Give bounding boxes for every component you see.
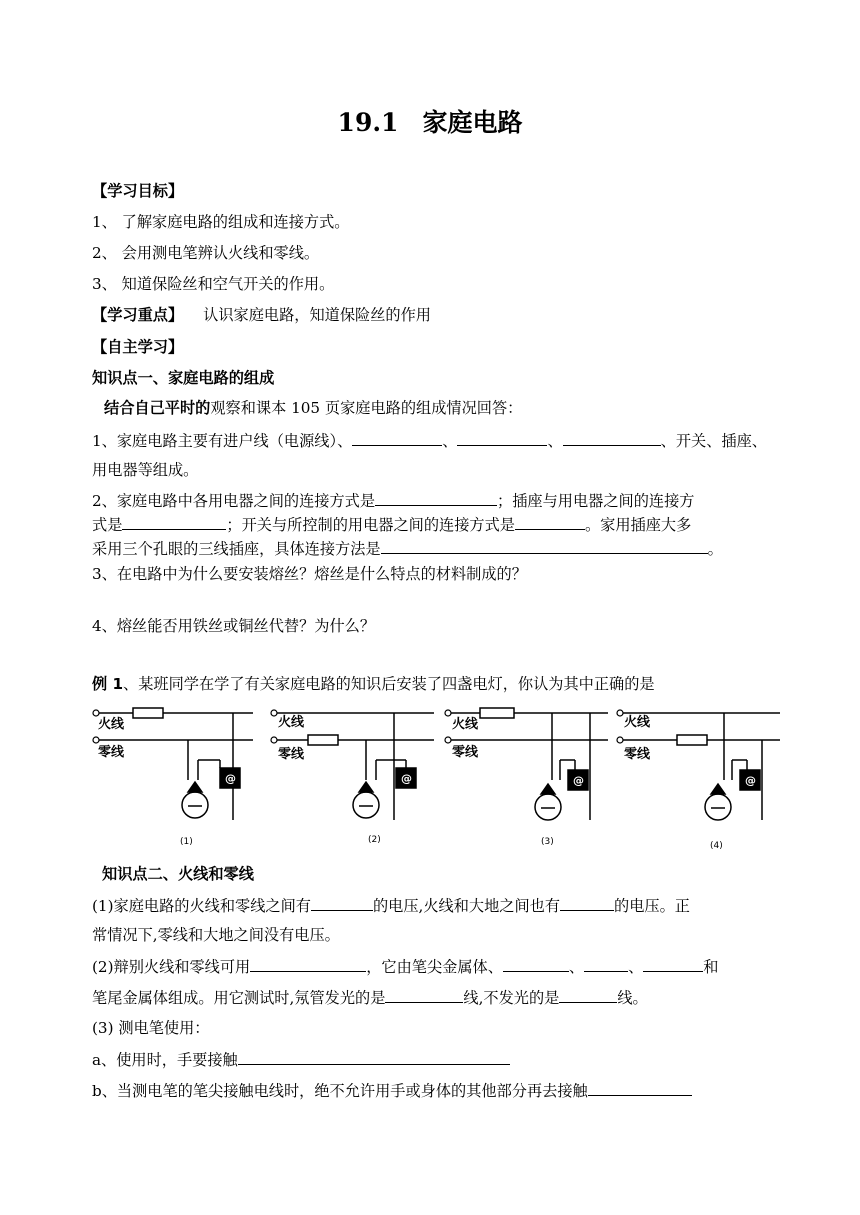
- page-title: [0, 103, 860, 139]
- kp2-p2-f: 线。: [617, 989, 648, 1007]
- q1-sep: 、: [442, 432, 458, 450]
- kp1-q1: [92, 430, 767, 451]
- kp2-p2-sep: 、: [568, 958, 585, 976]
- circuit-diagrams: [88, 700, 788, 852]
- q1-text: 1、家庭电路主要有进户线（电源线）、: [92, 432, 353, 450]
- focus-heading: 【学习重点】: [92, 306, 184, 324]
- kp2-p1-cont: 常情况下,零线和大地之间没有电压。: [92, 926, 340, 944]
- kp2-p1-c: 的电压。正: [614, 897, 690, 915]
- focus-text: 认识家庭电路，知道保险丝的作用: [203, 306, 431, 324]
- blank-kp2-8[interactable]: [559, 987, 617, 1003]
- kp1-intro-rest: 观察和课本 105 页家庭电路的组成情况回答：: [210, 399, 523, 417]
- kp2-p2-e: 线,不发光的是: [463, 989, 560, 1007]
- svg-text:@: @: [573, 774, 584, 787]
- neutral-label-2: 零线: [278, 747, 305, 762]
- kp2-p3: (3) 测电笔使用：: [92, 1019, 210, 1037]
- focus-line: [92, 305, 431, 325]
- blank-q2-3[interactable]: [515, 514, 585, 530]
- kp2-pb-text: b、当测电笔的笔尖接触电线时，绝不允许用手或身体的其他部分再去接触: [92, 1082, 588, 1100]
- kp2-p1: [92, 895, 690, 916]
- kp2-heading: 知识点二、火线和零线: [102, 865, 254, 883]
- kp2-p2-a: (2)辩别火线和零线可用: [92, 958, 251, 976]
- blank-kp2-3[interactable]: [250, 956, 366, 972]
- circuit-label-4: (4): [710, 841, 723, 851]
- q2-text-g: 。: [707, 540, 723, 558]
- kp2-p2: [92, 956, 718, 977]
- kp2-pa-text: a、使用时，手要接触: [92, 1051, 238, 1069]
- blank-kp2-1[interactable]: [311, 895, 373, 911]
- q2-text-f: 采用三个孔眼的三线插座，具体连接方法是: [92, 540, 381, 558]
- example-1: [92, 674, 655, 694]
- self-study-heading: 【自主学习】: [92, 338, 184, 356]
- svg-text:@: @: [745, 774, 756, 787]
- kp2-p2-d: 笔尾金属体组成。用它测试时,氖管发光的是: [92, 989, 386, 1007]
- objective-3: 3、 知道保险丝和空气开关的作用。: [92, 275, 335, 293]
- example-text: 、某班同学在学了有关家庭电路的知识后安装了四盏电灯，你认为其中正确的是: [123, 675, 655, 693]
- kp1-q4: 4、熔丝能否用铁丝或铜丝代替？为什么？: [92, 617, 376, 635]
- neutral-label-3: 零线: [452, 745, 479, 760]
- kp2-p2-sep: 、: [628, 958, 644, 976]
- kp2-p1-b: 的电压,火线和大地之间也有: [372, 897, 561, 915]
- kp1-q2: [92, 490, 694, 511]
- neutral-label-1: 零线: [98, 745, 125, 760]
- blank-kp2-2[interactable]: [560, 895, 614, 911]
- kp1-intro-bold: 结合自己平时的: [104, 399, 211, 417]
- kp2-pa: [92, 1049, 510, 1070]
- blank-kp2-6[interactable]: [643, 956, 703, 972]
- blank-q1-3[interactable]: [563, 430, 661, 446]
- kp2-p2-c: 和: [703, 958, 719, 976]
- blank-q1-1[interactable]: [352, 430, 442, 446]
- q2-text: 2、家庭电路中各用电器之间的连接方式是: [92, 492, 376, 510]
- blank-q1-2[interactable]: [457, 430, 547, 446]
- neutral-label-4: 零线: [624, 747, 651, 762]
- kp2-p2-cont: [92, 987, 648, 1008]
- blank-kp2-10[interactable]: [588, 1080, 692, 1096]
- svg-text:@: @: [401, 772, 412, 785]
- kp2-p1-a: (1)家庭电路的火线和零线之间有: [92, 897, 311, 915]
- blank-kp2-7[interactable]: [385, 987, 463, 1003]
- circuit-label-3: (3): [541, 837, 554, 847]
- circuit-label-1: (1): [180, 837, 193, 847]
- q1-text-end: 、开关、插座、: [660, 432, 767, 450]
- live-label-1: 火线: [98, 717, 125, 732]
- kp2-p2-b: ，它由笔尖金属体、: [366, 958, 503, 976]
- kp1-q1-cont: 用电器等组成。: [92, 461, 199, 479]
- blank-kp2-4[interactable]: [503, 956, 569, 972]
- blank-q2-2[interactable]: [122, 514, 226, 530]
- q2-text-c: 式是: [92, 516, 123, 534]
- live-label-3: 火线: [452, 717, 479, 732]
- kp2-pb: [92, 1080, 692, 1101]
- kp1-heading: 知识点一、家庭电路的组成: [92, 369, 275, 387]
- blank-kp2-5[interactable]: [584, 956, 628, 972]
- blank-q2-1[interactable]: [375, 490, 497, 506]
- live-label-4: 火线: [624, 715, 651, 730]
- svg-text:@: @: [225, 772, 236, 785]
- objective-1: 1、 了解家庭电路的组成和连接方式。: [92, 213, 350, 231]
- objectives-heading: 【学习目标】: [92, 182, 184, 200]
- q2-text-d: ；开关与所控制的用电器之间的连接方式是: [226, 516, 515, 534]
- circuit-label-2: (2): [368, 835, 381, 845]
- kp1-intro: [104, 398, 522, 418]
- kp1-q2-cont2: [92, 538, 723, 559]
- q2-text-b: ；插座与用电器之间的连接方: [497, 492, 695, 510]
- title-number: 19.1: [337, 108, 399, 137]
- live-label-2: 火线: [278, 715, 305, 730]
- objective-2: 2、 会用测电笔辨认火线和零线。: [92, 244, 320, 262]
- blank-q2-4[interactable]: [381, 538, 708, 554]
- example-label: 例 1: [92, 675, 124, 693]
- kp1-q3: 3、在电路中为什么要安装熔丝？熔丝是什么特点的材料制成的？: [92, 565, 527, 583]
- q1-sep: 、: [547, 432, 563, 450]
- blank-kp2-9[interactable]: [238, 1049, 510, 1065]
- kp1-q2-cont: [92, 514, 691, 535]
- q2-text-e: 。家用插座大多: [584, 516, 692, 534]
- title-text: 家庭电路: [422, 108, 523, 137]
